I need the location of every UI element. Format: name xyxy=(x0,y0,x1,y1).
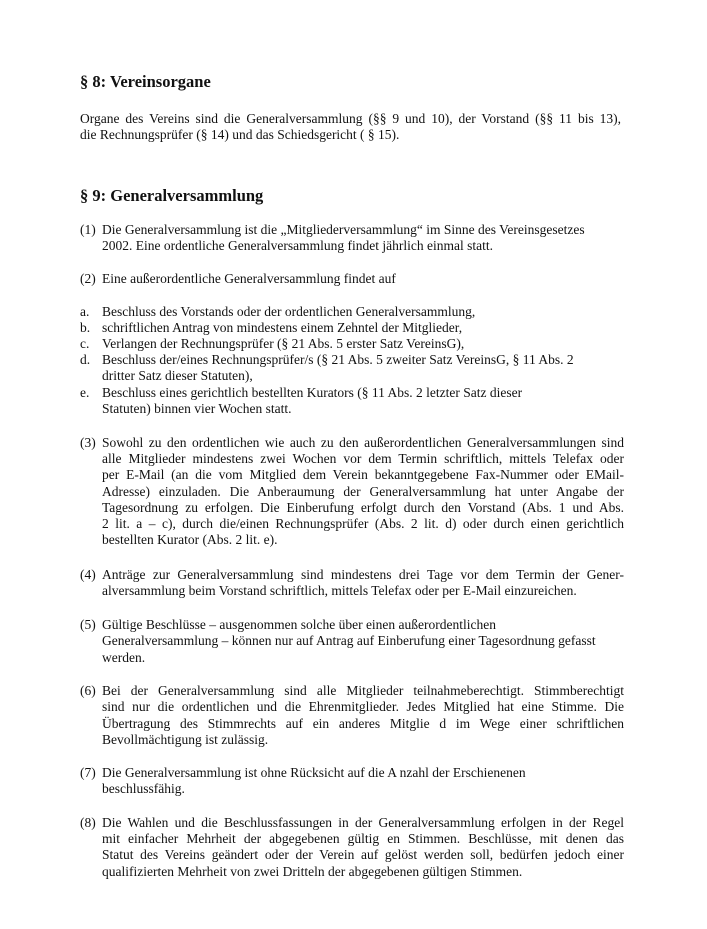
item-marker: (8) xyxy=(80,815,96,830)
item-marker: (6) xyxy=(80,683,96,698)
list-line: Beschluss der/eines Rechnungsprüfer/s (§ 21 Abs. 5 zweiter Satz VereinsG, § 11 Abs. 2 xyxy=(102,352,574,367)
item-line: Generalversammlung – können nur auf Antrag auf Einberufung einer Tagesordnung gefasst xyxy=(102,633,596,648)
item-line: beschlussfähig. xyxy=(102,781,185,796)
item-line: Bevollmächtigung ist zulässig. xyxy=(102,732,269,747)
item-marker: (3) xyxy=(80,435,96,450)
list-line: schriftlichen Antrag von mindestens einem Zehntel der Mitglieder, xyxy=(102,320,463,335)
item-line: Adresse) einzuladen. Die Anberaumung der Generalversammlung hat unter Angabe der xyxy=(102,484,624,499)
item-marker: (4) xyxy=(80,567,96,582)
list-marker: b. xyxy=(80,320,91,335)
list-line: Beschluss eines gerichtlich bestellten Kurators (§ 11 Abs. 2 letzter Satz dieser xyxy=(102,385,523,400)
item-line: 2 lit. a – c), durch die/einen Rechnungsprüfer (Abs. 2 lit. d) oder durch einen gerichtlich xyxy=(102,516,624,531)
item-line: Die Generalversammlung ist die „Mitgliederversammlung“ im Sinne des Vereinsgesetzes xyxy=(102,222,585,237)
item-line: Eine außerordentliche Generalversammlung findet auf xyxy=(102,271,396,286)
item-line: qualifizierten Mehrheit von zwei Dritteln der abgegebenen gültigen Stimmen. xyxy=(102,864,523,879)
item-line: Übertragung des Stimmrechts auf ein anderes Mitglie d im Wege einer schriftlichen xyxy=(102,716,624,731)
item-line: alversammlung beim Vorstand schriftlich, mittels Telefax oder per E-Mail einzureichen. xyxy=(102,583,577,598)
section-heading-9: § 9: Generalversammlung xyxy=(80,186,264,205)
item-line: sind nur die ordentlichen und die Ehrenmitglieder. Jedes Mitglied hat eine Stimme. Die xyxy=(102,699,624,714)
item-line: Statut des Vereins geändert oder der Verein auf gelöst werden soll, bedürfen jedoch einer xyxy=(102,847,624,862)
list-marker: d. xyxy=(80,352,91,367)
item-line: Die Wahlen und die Beschlussfassungen in der Generalversammlung erfolgen in der Regel xyxy=(102,815,624,830)
paragraph-line: Organe des Vereins sind die Generalversammlung (§§ 9 und 10), der Vorstand (§§ 11 bis 13), xyxy=(80,111,621,126)
list-marker: c. xyxy=(80,336,90,351)
item-line: Anträge zur Generalversammlung sind mindestens drei Tage vor dem Termin der Gener- xyxy=(102,567,624,582)
item-line: Tagesordnung zu erfolgen. Die Einberufung erfolgt durch den Vorstand (Abs. 1 und Abs. xyxy=(102,500,624,515)
list-line: Statuten) binnen vier Wochen statt. xyxy=(102,401,292,416)
item-line: Sowohl zu den ordentlichen wie auch zu den außerordentlichen Generalversammlungen sind xyxy=(102,435,624,450)
item-line: per E-Mail (an die vom Mitglied dem Verein bekanntgegebene Fax-Nummer oder EMail- xyxy=(102,467,624,482)
list-line: Beschluss des Vorstands oder der ordentlichen Generalversammlung, xyxy=(102,304,476,319)
item-line: alle Mitglieder mindestens zwei Wochen vor dem Termin schriftlich, mittels Telefax oder xyxy=(102,451,624,466)
item-line: Bei der Generalversammlung sind alle Mitglieder teilnahmeberechtigt. Stimmberechtigt xyxy=(102,683,624,698)
list-line: Verlangen der Rechnungsprüfer (§ 21 Abs. 5 erster Satz VereinsG), xyxy=(102,336,465,351)
section-heading-8: § 8: Vereinsorgane xyxy=(80,72,211,91)
paragraph-line: die Rechnungsprüfer (§ 14) und das Schiedsgericht ( § 15). xyxy=(80,127,400,142)
item-marker: (5) xyxy=(80,617,96,632)
list-marker: a. xyxy=(80,304,90,319)
item-marker: (2) xyxy=(80,271,96,286)
item-line: mit einfacher Mehrheit der abgegebenen gültig en Stimmen. Beschlüsse, mit denen das xyxy=(102,831,624,846)
item-line: Die Generalversammlung ist ohne Rücksicht auf die A nzahl der Erschienenen xyxy=(102,765,526,780)
item-line: Gültige Beschlüsse – ausgenommen solche über einen außerordentlichen xyxy=(102,617,497,632)
item-marker: (7) xyxy=(80,765,96,780)
item-line: werden. xyxy=(102,650,146,665)
list-line: dritter Satz dieser Statuten), xyxy=(102,368,253,383)
item-line: 2002. Eine ordentliche Generalversammlung findet jährlich einmal statt. xyxy=(102,238,493,253)
item-line: bestellten Kurator (Abs. 2 lit. e). xyxy=(102,532,278,547)
list-marker: e. xyxy=(80,385,90,400)
item-marker: (1) xyxy=(80,222,96,237)
